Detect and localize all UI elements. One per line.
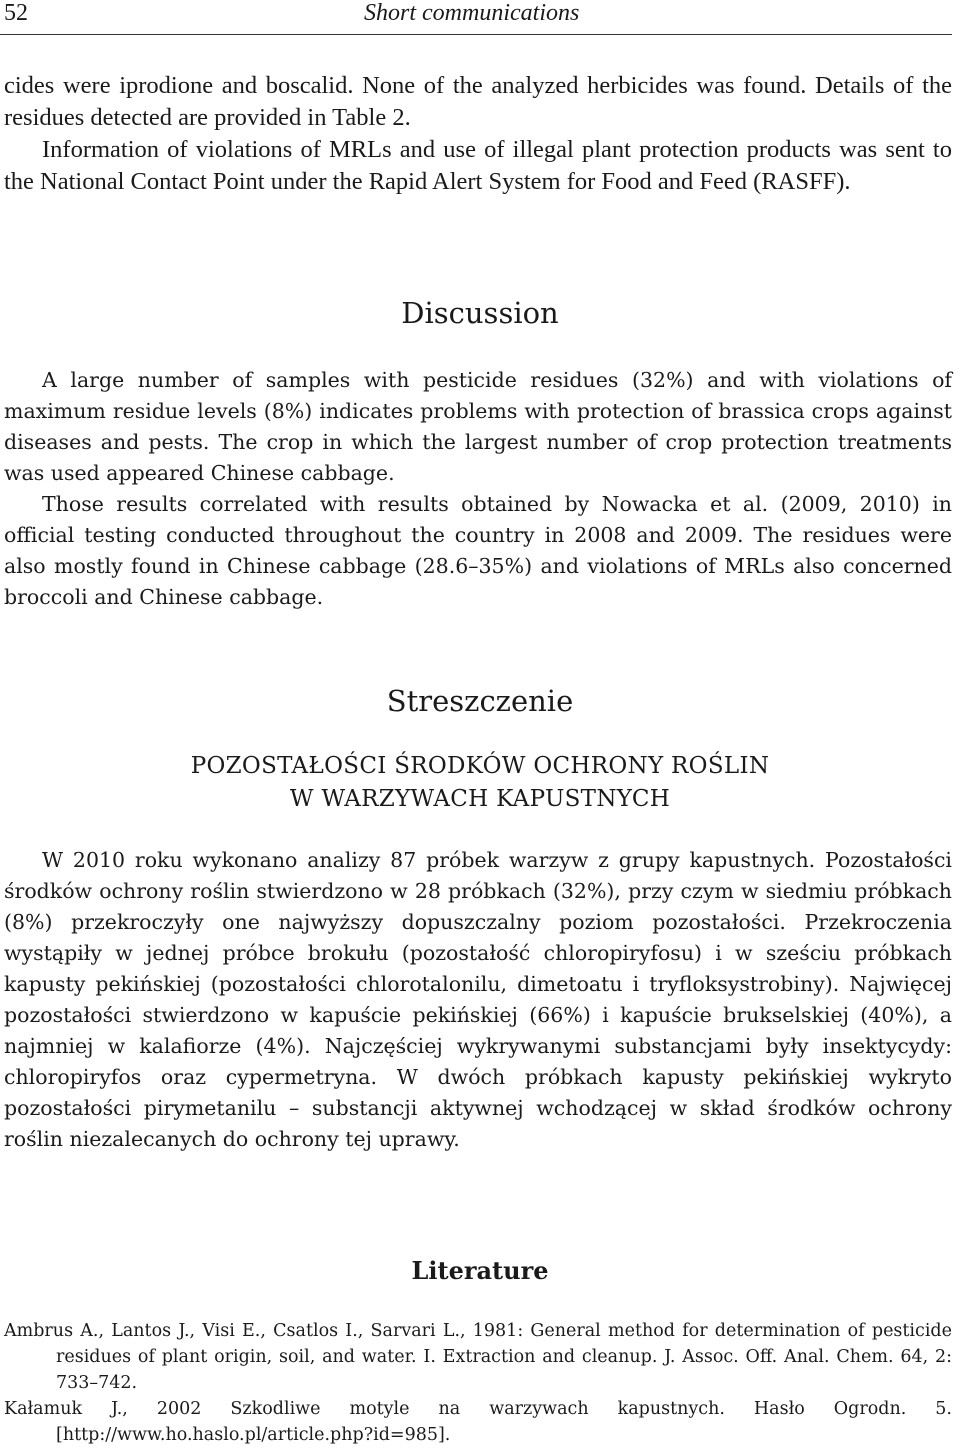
streszczenie-body	[4, 845, 952, 1155]
streszczenie-heading: Streszczenie	[386, 684, 574, 718]
reference-item: Ambrus A., Lantos J., Visi E., Csatlos I., Sarvari L., 1981: General method for determination of pesticide residues of plant origin, soil, and water. I. Extraction and cleanup. J. Assoc. Off. Anal. Chem. 64, 2: 733–742.	[4, 1321, 952, 1393]
intro-paragraph-1: cides were iprodione and boscalid. None of the analyzed herbicides was found. Details of the residues detected are provided in Table 2.	[4, 72, 952, 131]
running-title: Short communications	[364, 0, 580, 26]
discussion-body	[4, 365, 952, 613]
page-number: 52	[4, 0, 28, 26]
literature-heading: Literature	[411, 1256, 549, 1285]
discussion-paragraph-1: A large number of samples with pesticide residues (32%) and with violations of maximum residue levels (8%) indicates problems with protection of brassica crops against diseases and pests. The crop in which the largest number of crop protection treatments was used appeared Chinese cabbage.	[4, 368, 952, 485]
reference-item: Kałamuk J., 2002 Szkodliwe motyle na warzywach kapustnych. Hasło Ogrodn. 5. [http://www.ho.haslo.pl/article.php?id=985].	[4, 1399, 952, 1445]
discussion-heading: Discussion	[401, 296, 559, 330]
polish-title-line-1: POZOSTAŁOŚCI ŚRODKÓW OCHRONY ROŚLIN	[190, 753, 770, 779]
discussion-paragraph-2: Those results correlated with results obtained by Nowacka et al. (2009, 2010) in official testing conducted throughout the country in 2008 and 2009. The residues were also mostly found in Chinese cabbage (28.6–35%) and violations of MRLs also concerned broccoli and Chinese cabbage.	[4, 492, 952, 609]
polish-article-title	[0, 750, 960, 816]
intro-paragraph-2: Information of violations of MRLs and use of illegal plant protection products was sent to the National Contact Point under the Rapid Alert System for Food and Feed (RASFF).	[4, 136, 952, 195]
page-header	[0, 0, 952, 35]
reference-list	[4, 1318, 952, 1448]
polish-title-line-2: W WARZYWACH KAPUSTNYCH	[289, 786, 671, 812]
streszczenie-paragraph: W 2010 roku wykonano analizy 87 próbek warzyw z grupy kapustnych. Pozostałości środków ochrony roślin stwierdzono w 28 próbkach (32%), przy czym w siedmiu próbkach (8%) przekroczyły one najwyższy dopuszczalny poziom pozostałości. Przekroczenia wystąpiły w jednej próbce brokułu (pozostałość chloropiryfosu) i w sześciu próbkach kapusty pekińskiej (pozostałości chlorotalonilu, dimetoatu i tryfloksystrobiny). Najwięcej pozostałości stwierdzono w kapuście pekińskiej (66%) i kapuście brukselskiej (40%), a najmniej w kalafiorze (4%). Najczęściej wykrywanymi substancjami były insektycydy: chloropiryfos oraz cypermetryna. W dwóch próbkach kapusty pekińskiej wykryto pozostałości pirymetanilu – substancji aktywnej wchodzącej w skład środków ochrony roślin niezalecanych do ochrony tej uprawy.	[4, 848, 952, 1151]
intro-text	[4, 70, 952, 198]
